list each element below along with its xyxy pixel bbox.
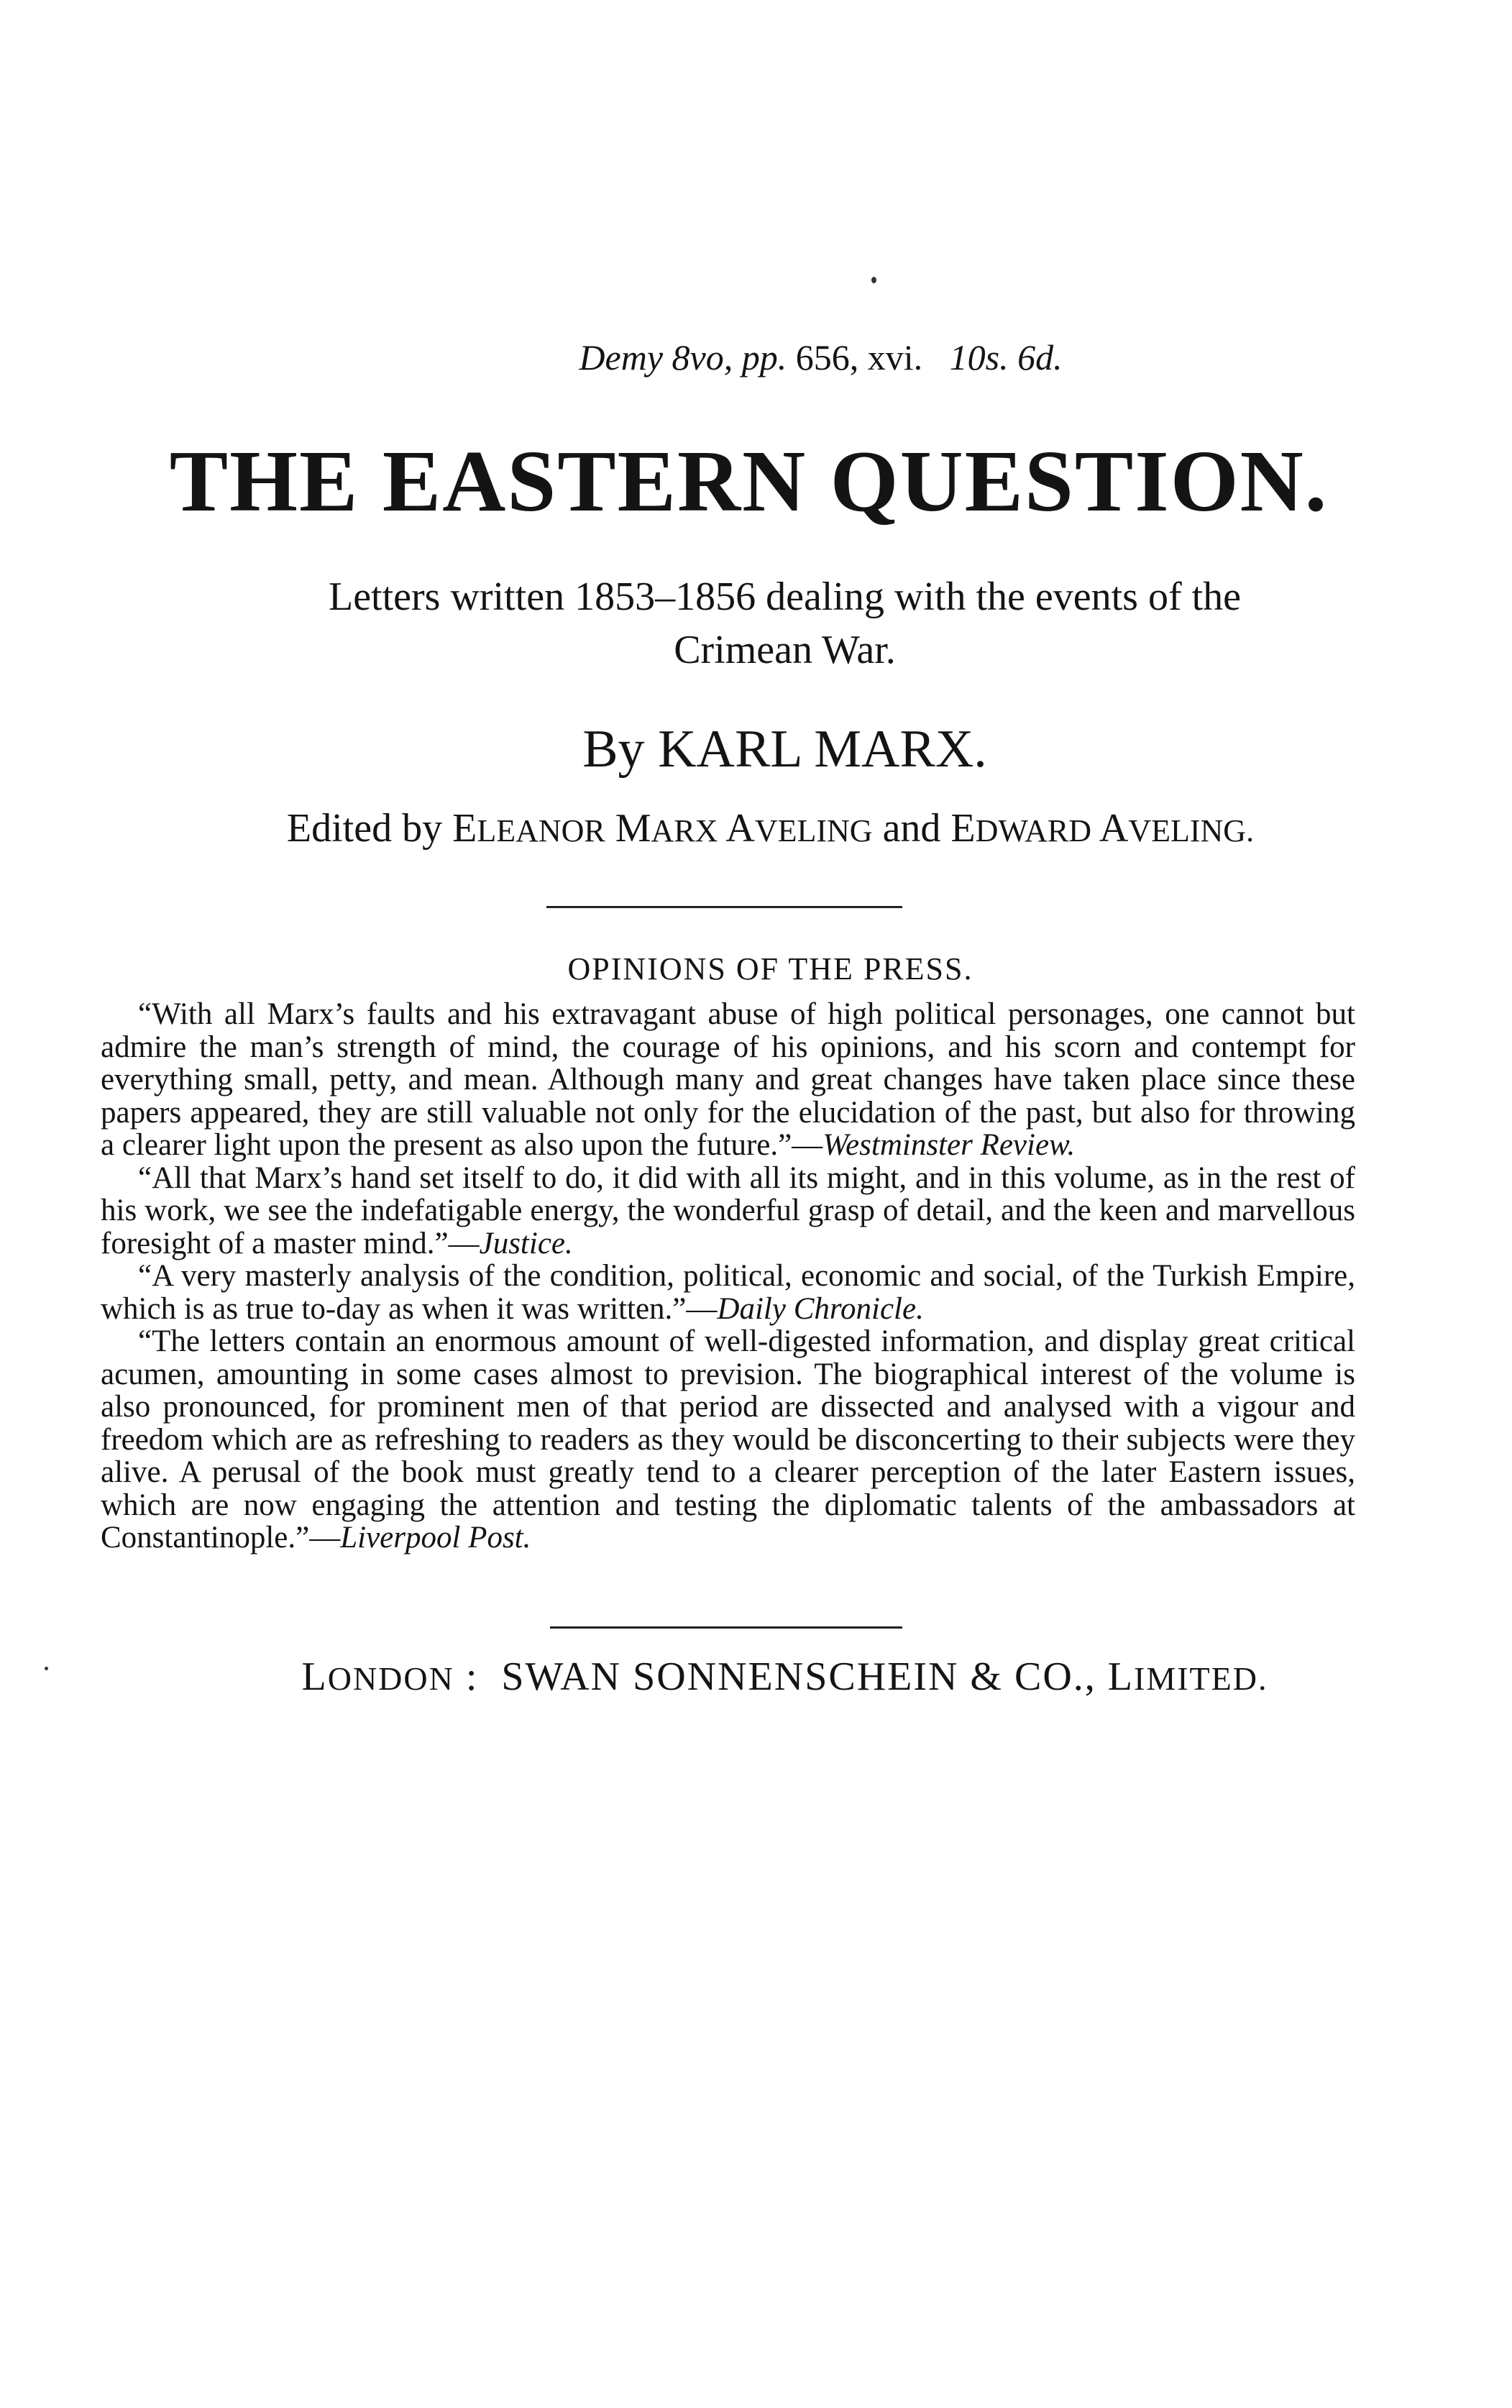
author-by: By — [582, 720, 645, 779]
publisher-city-initial: L — [301, 1654, 328, 1699]
publisher-limited-initial: L — [1107, 1654, 1135, 1699]
review-liverpool-post — [101, 1325, 1355, 1555]
editor-1-first-initial: E — [452, 806, 477, 851]
editor-1-middle-rest: ARX — [651, 813, 718, 848]
editors-and: and — [882, 806, 941, 851]
review-text: “The letters contain an enormous amount of well-digested information, and display great critical acumen, amounting in some cases almost to prevision. The biographical interest of the volume is also pronounced, for prominent men of that period are dissected and analysed with a vigour and freedom which are as refreshing to readers as they would be disconcerting to their subjects were they alive. A perusal of the book must greatly tend to a clearer perception of the later Eastern issues, which are now engaging the attention and testing the diplomatic talents of the ambassadors at Constantinople.”— — [101, 1324, 1355, 1555]
edition-line — [65, 337, 1512, 378]
press-heading: OPINIONS OF THE PRESS. — [567, 951, 973, 986]
review-source: Liverpool Post. — [340, 1521, 531, 1555]
editor-2-last-initial: A — [1099, 806, 1129, 851]
subtitle-line-1: Letters written 1853–1856 dealing with the events of the — [328, 574, 1242, 619]
editor-1-first — [452, 806, 605, 851]
print-speck — [871, 277, 876, 283]
editor-2-first — [950, 806, 1091, 851]
review-source: Daily Chronicle. — [717, 1291, 924, 1326]
editor-1-last-rest: VELING — [754, 813, 873, 848]
review-text: “All that Marx’s hand set itself to do, it did with all its might, and in this volume, as in the rest of his work, we see the indefatigable energy, the wonderful grasp of detail, and the keen and marvellous foresight of a master mind.”— — [101, 1160, 1355, 1260]
editor-1-middle — [615, 806, 718, 851]
divider-rule — [550, 1626, 902, 1629]
review-text: “A very masterly analysis of the condition, political, economic and social, of the Turkish Empire, which is as true to-day as when it was written.”— — [101, 1259, 1355, 1326]
review-source: Justice. — [479, 1226, 573, 1260]
editors-prefix: Edited by — [286, 806, 443, 851]
publisher-city-rest: ONDON — [327, 1660, 454, 1697]
divider-rule — [546, 906, 902, 908]
author-line — [29, 719, 1512, 780]
publisher-limited-rest: IMITED. — [1134, 1660, 1268, 1697]
editor-1-middle-initial: M — [615, 806, 651, 851]
publisher-colon: : — [465, 1654, 479, 1699]
edition-format: Demy 8vo, pp. — [579, 337, 787, 377]
author-name: KARL MARX. — [658, 720, 987, 779]
subtitle-line-2: Crimean War. — [674, 628, 896, 672]
publisher-city — [302, 1654, 454, 1699]
review-source: Westminster Review. — [823, 1128, 1076, 1162]
edition-pages: 656, xvi. — [795, 337, 923, 377]
editor-1-last-initial: A — [725, 806, 755, 851]
edition-price: 10s. 6d. — [949, 337, 1063, 377]
editor-2-last — [1099, 806, 1254, 851]
press-reviews — [101, 998, 1355, 1555]
editor-2-first-rest: DWARD — [975, 813, 1091, 848]
book-subtitle — [29, 570, 1512, 677]
editor-1-last — [725, 806, 872, 851]
editors-line — [14, 805, 1512, 851]
book-title: THE EASTERN QUESTION. — [169, 433, 1329, 530]
review-text: “With all Marx’s faults and his extravagant abuse of high political personages, one cannot but admire the man’s strength of mind, the courage of his opinions, and his scorn and contempt for everything small, petty, and mean. Although many and great changes have taken place since these papers appeared, they are still valuable not only for the elucidation of the past, but also for throwing a clearer light upon the present as also upon the future.”— — [101, 997, 1355, 1162]
publisher-name: SWAN SONNENSCHEIN & CO., — [501, 1654, 1096, 1699]
publisher-line — [29, 1654, 1512, 1700]
publisher-limited — [1108, 1654, 1268, 1699]
editor-2-first-initial: E — [950, 806, 976, 851]
editor-1-first-rest: LEANOR — [477, 813, 605, 848]
review-justice — [101, 1162, 1355, 1260]
editor-2-last-rest: VELING. — [1128, 813, 1255, 848]
review-westminster — [101, 998, 1355, 1162]
review-daily-chronicle — [101, 1260, 1355, 1325]
